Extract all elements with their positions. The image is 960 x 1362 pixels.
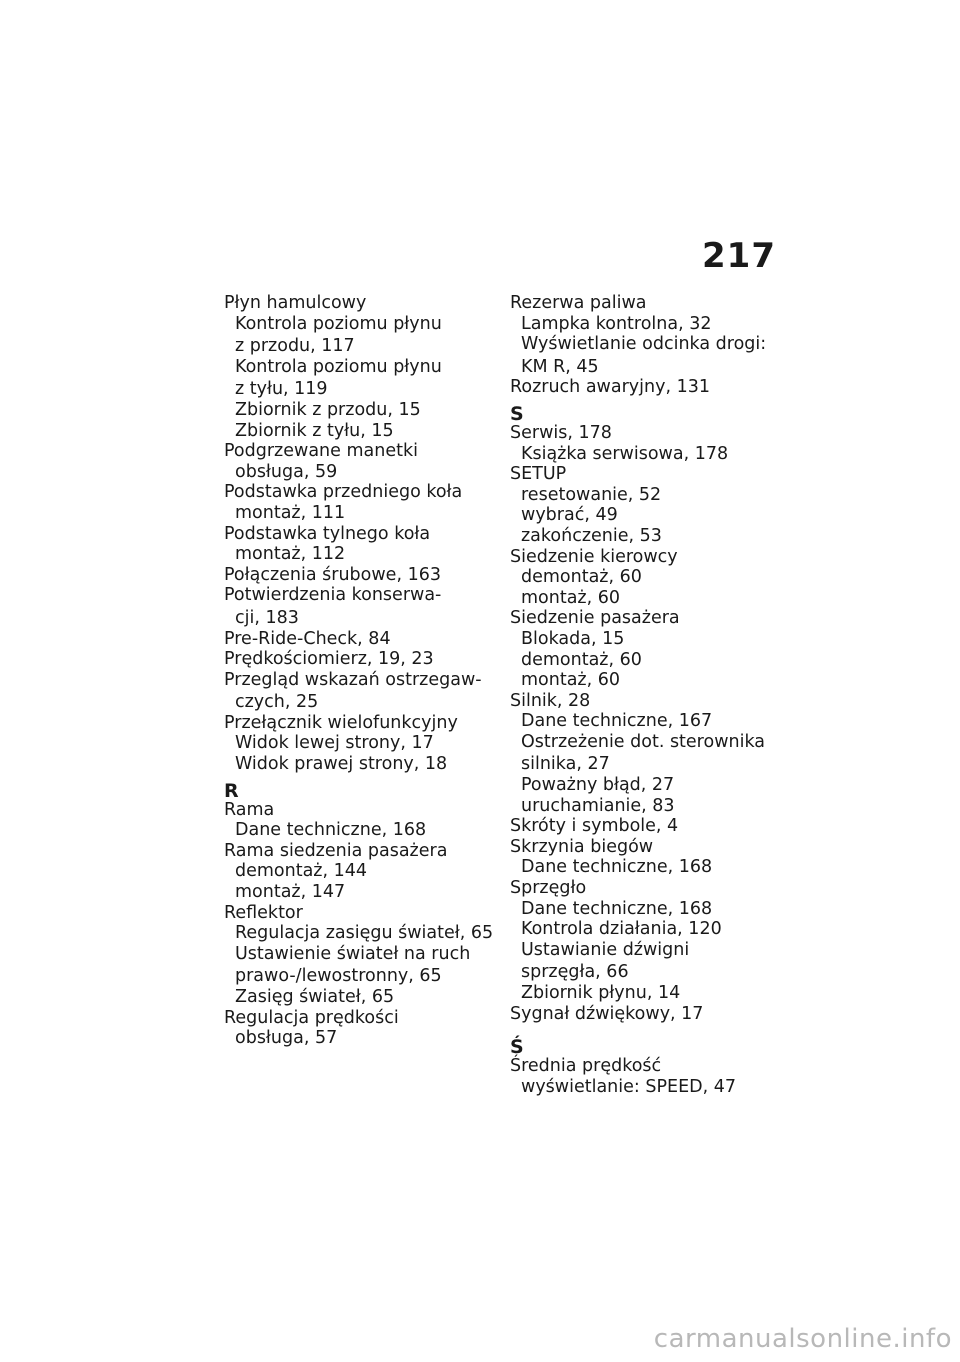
index-subentry xyxy=(510,444,780,465)
entry-text: Serwis, 178 xyxy=(510,422,612,443)
index-entry xyxy=(510,293,780,314)
index-entry xyxy=(510,464,780,485)
entry-text: montaż, 111 xyxy=(235,502,346,523)
index-subentry xyxy=(510,796,780,817)
entry-text: Skróty i symbole, 4 xyxy=(510,816,679,837)
entry-text: Rama siedzenia pasażera xyxy=(224,840,448,861)
entry-text: Rezerwa paliwa xyxy=(510,293,647,313)
entry-text: sprzęgła, 66 xyxy=(521,962,629,983)
index-subentry xyxy=(224,944,494,987)
index-entry xyxy=(224,841,494,862)
entry-text: wybrać, 49 xyxy=(521,505,618,526)
entry-text: Poważny błąd, 27 xyxy=(521,775,675,796)
index-subentry xyxy=(224,314,494,357)
entry-text: obsługa, 59 xyxy=(235,461,338,482)
index-subentry xyxy=(224,987,494,1008)
page-number: 217 xyxy=(702,236,776,276)
watermark: carmanualsonline.info xyxy=(653,1324,952,1354)
index-subentry xyxy=(510,857,780,878)
index-subentry xyxy=(224,357,494,400)
entry-text: Regulacja zasięgu świateł, 65 xyxy=(235,923,494,944)
entry-text: Reflektor xyxy=(224,902,303,923)
index-subentry xyxy=(510,1077,780,1098)
entry-text: montaż, 147 xyxy=(235,882,346,903)
entry-text: Blokada, 15 xyxy=(521,628,625,649)
entry-text: Płyn hamulcowy xyxy=(224,293,367,313)
entry-text: czych, 25 xyxy=(235,692,319,713)
entry-text: Siedzenie pasażera xyxy=(510,608,680,629)
entry-text: demontaż, 144 xyxy=(235,861,368,882)
index-subentry xyxy=(510,670,780,691)
entry-text: Podgrzewane manetki xyxy=(224,441,418,462)
index-entry xyxy=(510,1056,780,1077)
entry-text: Skrzynia biegów xyxy=(510,836,654,857)
index-entry xyxy=(510,423,780,444)
entry-text: montaż, 60 xyxy=(521,670,621,691)
index-entry xyxy=(510,377,780,398)
entry-text: z tyłu, 119 xyxy=(235,379,328,400)
index-subentry xyxy=(510,505,780,526)
entry-text: Zbiornik z tyłu, 15 xyxy=(235,420,394,441)
entry-text: Lampka kontrolna, 32 xyxy=(521,313,712,334)
entry-text: uruchamianie, 83 xyxy=(521,795,675,816)
entry-text: z przodu, 117 xyxy=(235,336,355,357)
entry-text: Dane techniczne, 167 xyxy=(521,711,713,732)
index-entry xyxy=(510,547,780,568)
index-subentry xyxy=(224,733,494,754)
entry-text: cji, 183 xyxy=(235,607,299,628)
entry-text: KM R, 45 xyxy=(521,356,599,377)
index-entry xyxy=(224,800,494,821)
index-subentry xyxy=(510,732,780,775)
index-entry xyxy=(224,524,494,545)
index-column-left xyxy=(224,293,494,1049)
entry-text: Potwierdzenia konserwa- xyxy=(224,585,442,606)
entry-text: Rama xyxy=(224,799,275,820)
entry-text: Sygnał dźwiękowy, 17 xyxy=(510,1003,704,1024)
index-subentry xyxy=(510,775,780,796)
entry-text: obsługa, 57 xyxy=(235,1028,338,1049)
index-subentry xyxy=(510,899,780,920)
index-entry xyxy=(224,565,494,586)
index-subentry xyxy=(510,983,780,1004)
entry-text: Podstawka przedniego koła xyxy=(224,482,463,503)
entry-text: Dane techniczne, 168 xyxy=(521,857,713,878)
entry-text: Silnik, 28 xyxy=(510,690,591,711)
index-entry xyxy=(510,837,780,858)
entry-text: Zbiornik płynu, 14 xyxy=(521,983,681,1003)
index-entry xyxy=(224,670,494,713)
index-column-right xyxy=(510,293,780,1097)
entry-text: Ustawienie świateł na ruch xyxy=(235,943,471,964)
entry-text: Sprzęgło xyxy=(510,878,587,899)
index-entry xyxy=(224,293,494,314)
index-subentry xyxy=(224,544,494,565)
index-subentry xyxy=(224,861,494,882)
index-entry xyxy=(224,629,494,650)
entry-text: Zasięg świateł, 65 xyxy=(235,987,395,1007)
index-subentry xyxy=(510,629,780,650)
entry-text: zakończenie, 53 xyxy=(521,525,662,546)
index-entry xyxy=(224,903,494,924)
entry-text: Połączenia śrubowe, 163 xyxy=(224,564,441,585)
index-subentry xyxy=(510,567,780,588)
index-subentry xyxy=(510,650,780,671)
entry-text: silnika, 27 xyxy=(521,754,610,775)
section-letter: R xyxy=(224,779,239,802)
index-entry xyxy=(510,1004,780,1025)
index-subentry xyxy=(224,462,494,483)
index-subentry xyxy=(510,588,780,609)
index-subentry xyxy=(224,820,494,841)
index-subentry xyxy=(224,503,494,524)
entry-text: resetowanie, 52 xyxy=(521,484,662,505)
entry-text: Ostrzeżenie dot. sterownika xyxy=(521,731,766,752)
entry-text: Książka serwisowa, 178 xyxy=(521,443,729,464)
index-subentry xyxy=(224,400,494,421)
entry-text: Zbiornik z przodu, 15 xyxy=(235,399,421,420)
entry-text: montaż, 112 xyxy=(235,544,346,565)
entry-text: prawo-/lewostronny, 65 xyxy=(235,966,442,987)
entry-text: Przełącznik wielofunkcyjny xyxy=(224,712,458,733)
index-entry xyxy=(224,585,494,628)
entry-text: demontaż, 60 xyxy=(521,649,642,670)
index-entry xyxy=(224,713,494,734)
index-entry xyxy=(224,482,494,503)
entry-text: Przegląd wskazań ostrzegaw- xyxy=(224,669,482,690)
entry-text: Średnia prędkość xyxy=(510,1056,662,1077)
index-subentry xyxy=(224,923,494,944)
index-entry xyxy=(224,1008,494,1029)
entry-text: Kontrola działania, 120 xyxy=(521,919,722,940)
index-entry xyxy=(224,649,494,670)
index-entry xyxy=(510,816,780,837)
index-subentry xyxy=(510,940,780,983)
entry-text: Dane techniczne, 168 xyxy=(521,898,713,919)
entry-text: montaż, 60 xyxy=(521,587,621,608)
index-subentry xyxy=(224,1028,494,1049)
index-entry xyxy=(510,608,780,629)
index-entry xyxy=(510,878,780,899)
entry-text: Regulacja prędkości xyxy=(224,1007,399,1028)
index-subentry xyxy=(224,421,494,442)
section-letter: Ś xyxy=(510,1036,524,1059)
entry-text: Prędkościomierz, 19, 23 xyxy=(224,649,434,670)
entry-text: Wyświetlanie odcinka drogi: xyxy=(521,334,767,355)
index-entry xyxy=(224,441,494,462)
entry-text: Kontrola poziomu płynu xyxy=(235,313,442,334)
index-subentry xyxy=(510,314,780,335)
entry-text: SETUP xyxy=(510,464,567,485)
entry-text: Kontrola poziomu płynu xyxy=(235,356,442,377)
entry-text: Siedzenie kierowcy xyxy=(510,546,678,567)
entry-text: Ustawianie dźwigni xyxy=(521,939,690,960)
index-subentry xyxy=(510,711,780,732)
entry-text: wyświetlanie: SPEED, 47 xyxy=(521,1076,736,1097)
entry-text: demontaż, 60 xyxy=(521,567,642,588)
section-letter: S xyxy=(510,402,524,425)
entry-text: Podstawka tylnego koła xyxy=(224,523,431,544)
index-subentry xyxy=(510,919,780,940)
index-subentry xyxy=(224,882,494,903)
entry-text: Pre-Ride-Check, 84 xyxy=(224,628,391,649)
index-subentry xyxy=(510,526,780,547)
entry-text: Widok lewej strony, 17 xyxy=(235,733,434,754)
index-subentry xyxy=(510,485,780,506)
index-subentry xyxy=(224,754,494,775)
index-subentry xyxy=(510,334,780,377)
entry-text: Dane techniczne, 168 xyxy=(235,820,427,841)
index-entry xyxy=(510,691,780,712)
entry-text: Widok prawej strony, 18 xyxy=(235,754,448,775)
entry-text: Rozruch awaryjny, 131 xyxy=(510,377,710,398)
